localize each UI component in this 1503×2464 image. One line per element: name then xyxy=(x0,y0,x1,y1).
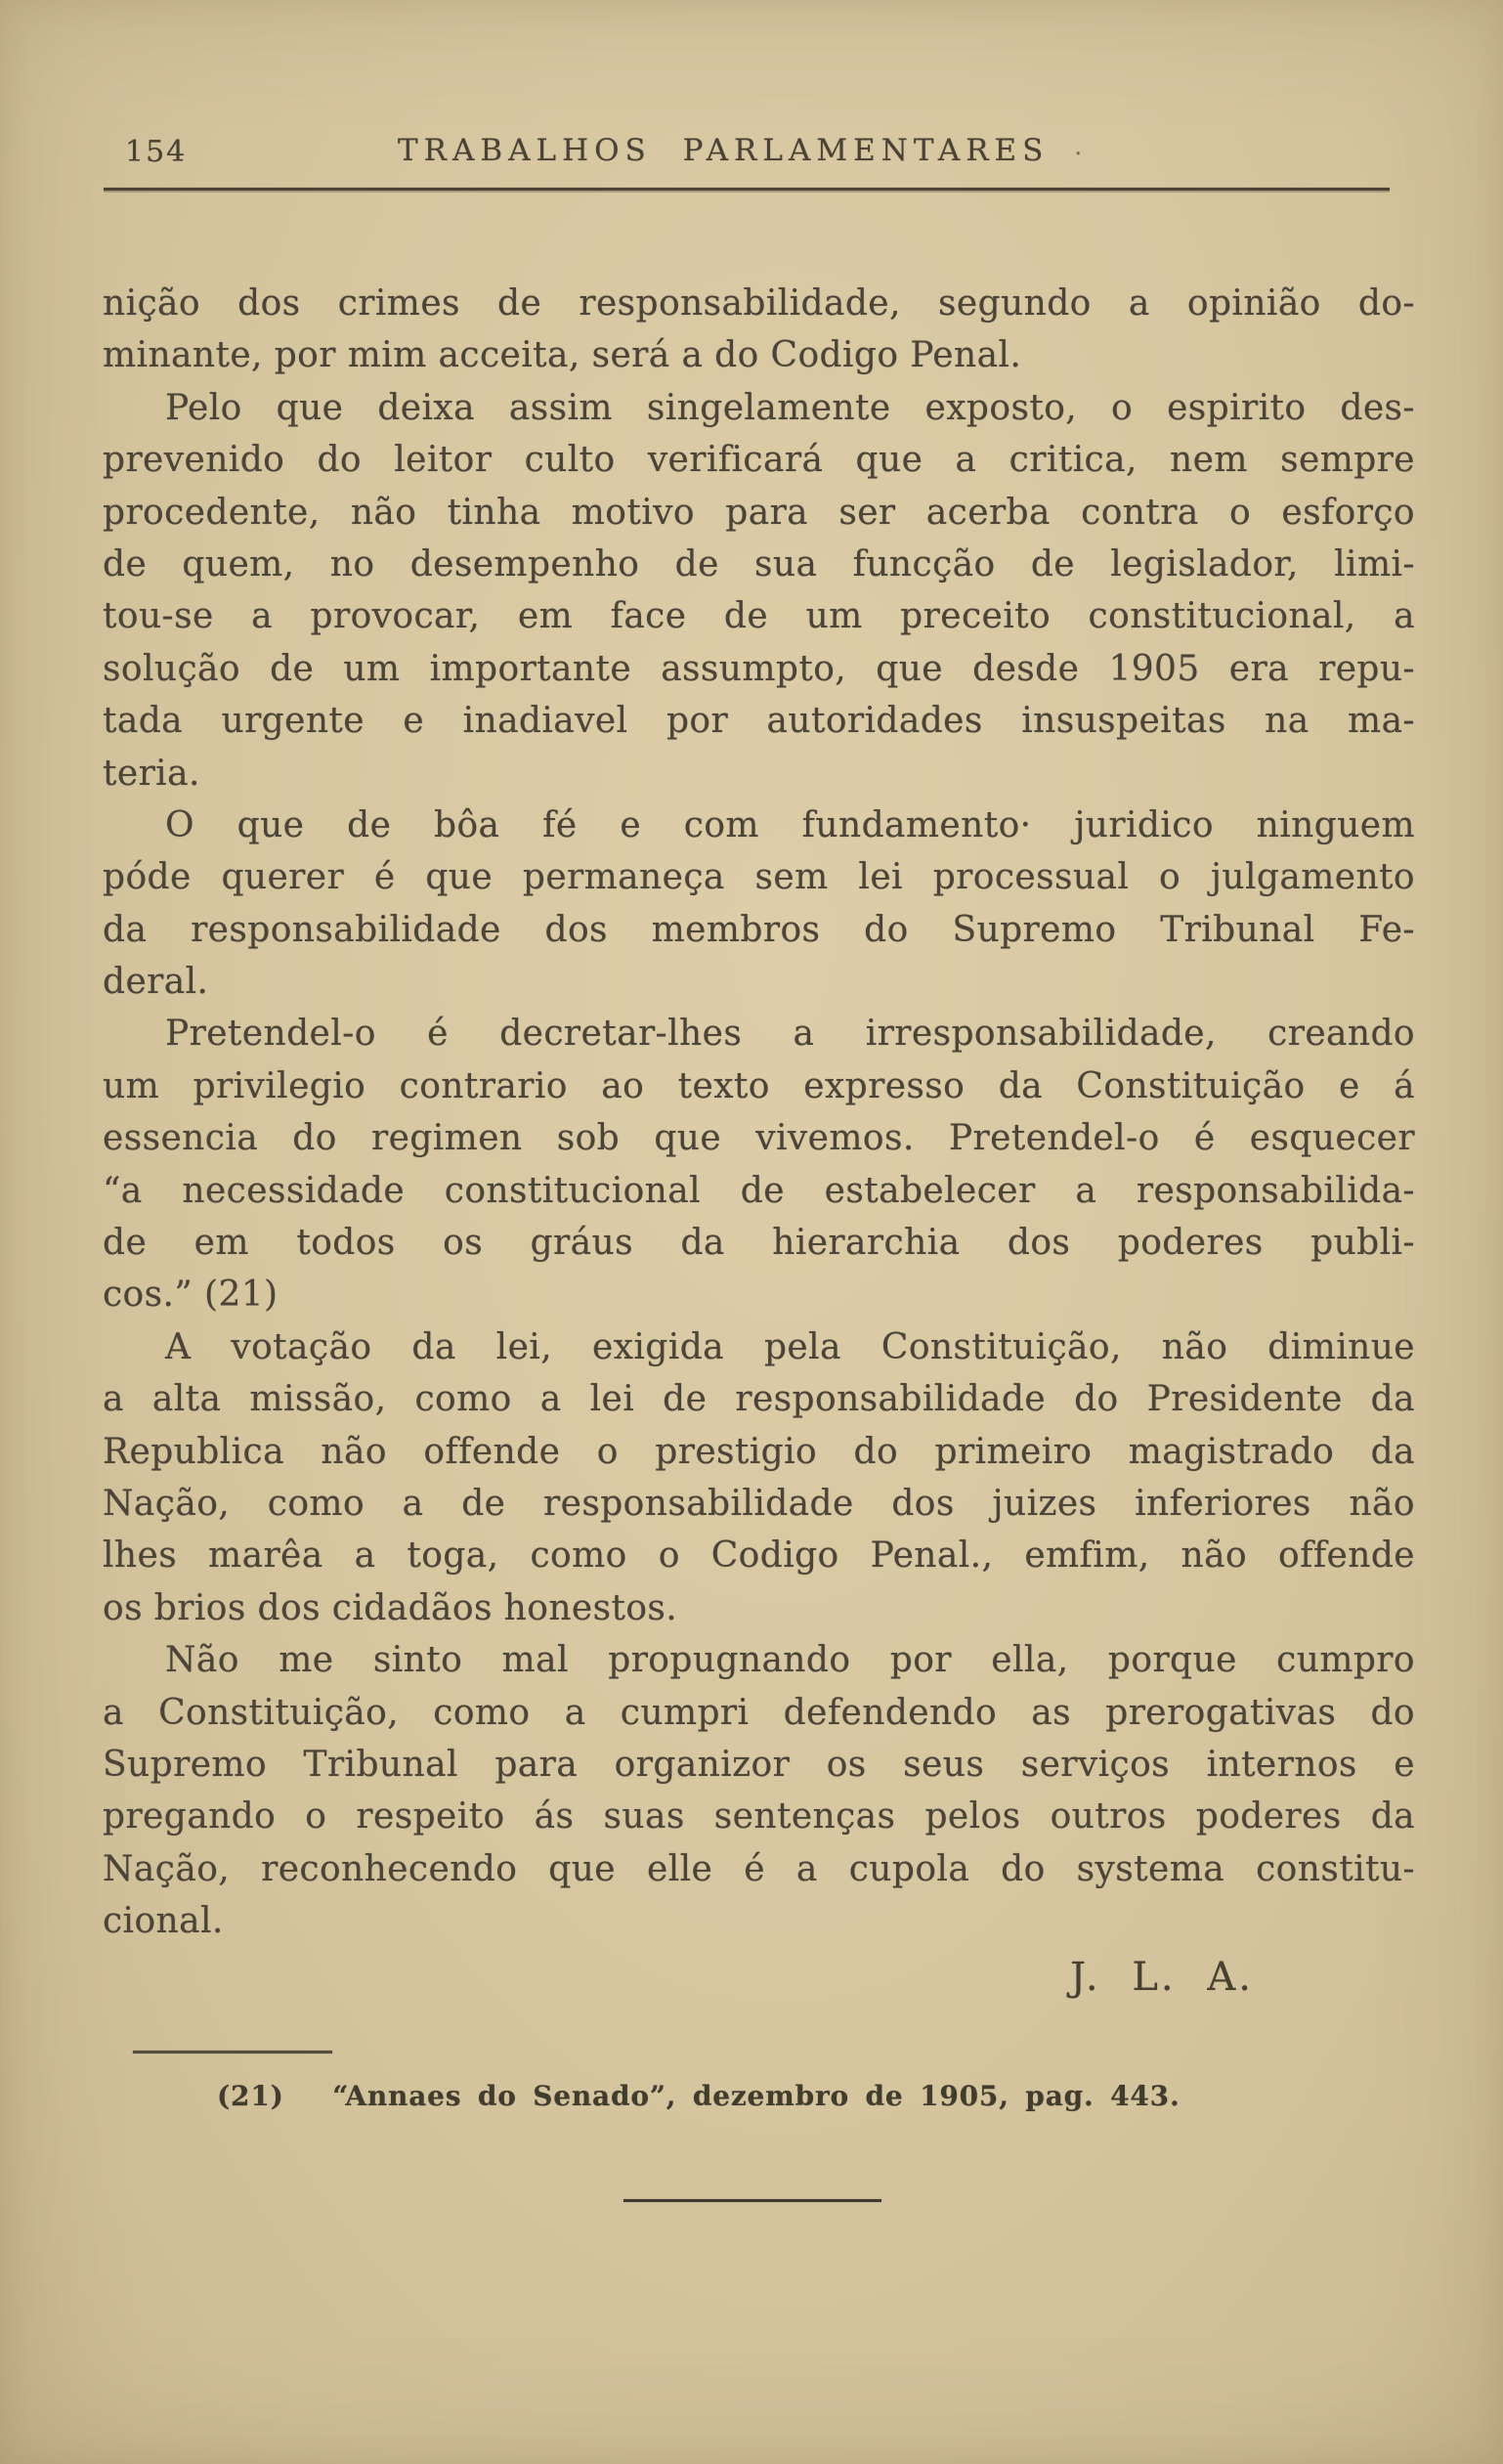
running-title xyxy=(0,133,1491,168)
text-line: de quem, no desempenho de sua funcção de legislador, limi- xyxy=(103,543,1415,584)
text-line: Não me sinto mal propugnando por ella, porque cumpro xyxy=(165,1640,1415,1681)
text-line: a alta missão, como a lei de responsabilidade do Presidente da xyxy=(103,1379,1415,1420)
footnote-rule xyxy=(133,2051,332,2053)
text-line: deral. xyxy=(103,962,209,1003)
text-line: Supremo Tribunal para organizor os seus serviços internos e xyxy=(103,1744,1415,1785)
text-line: Pelo que deixa assim singelamente exposto, o espirito des- xyxy=(165,387,1415,428)
running-title-mark: . xyxy=(1074,133,1083,160)
text-line: teria. xyxy=(103,753,200,794)
text-line: “a necessidade constitucional de estabelecer a responsabilida- xyxy=(103,1170,1415,1211)
text-line: pregando o respeito ás suas sentenças pelos outros poderes da xyxy=(103,1796,1415,1837)
text-line: um privilegio contrario ao texto expresso da Constituição e á xyxy=(103,1065,1415,1106)
text-line: cos.” (21) xyxy=(103,1275,279,1316)
text-line: tada urgente e inadiavel por autoridades insuspeitas na ma- xyxy=(103,701,1415,742)
page-number: 154 xyxy=(125,135,188,169)
text-line: póde querer é que permaneça sem lei processual o julgamento xyxy=(103,857,1415,898)
text-line: solução de um importante assumpto, que desde 1905 era repu- xyxy=(103,648,1415,689)
text-line: de em todos os gráus da hierarchia dos poderes publi- xyxy=(103,1223,1415,1264)
text-line: Republica não offende o prestigio do primeiro magistrado da xyxy=(103,1431,1415,1472)
text-line: minante, por mim acceita, será a do Codigo Penal. xyxy=(103,335,1022,376)
text-line: O que de bôa fé e com fundamento· juridico ninguem xyxy=(165,804,1415,845)
text-line: A votação da lei, exigida pela Constituição, não diminue xyxy=(165,1326,1415,1367)
body-text xyxy=(103,278,1415,1948)
text-line: tou-se a provocar, em face de um preceito constitucional, a xyxy=(103,596,1415,637)
text-line: nição dos crimes de responsabilidade, segundo a opinião do- xyxy=(103,283,1415,324)
section-end-rule xyxy=(623,2199,881,2202)
header-rule xyxy=(104,188,1390,191)
text-line: Pretendel-o é decretar-lhes a irresponsabilidade, creando xyxy=(165,1014,1415,1055)
text-line: prevenido do leitor culto verificará que a critica, nem sempre xyxy=(103,440,1415,481)
text-line: a Constituição, como a cumpri defendendo as prerogativas do xyxy=(103,1692,1415,1733)
text-line: os brios dos cidadãos honestos. xyxy=(103,1587,678,1628)
text-line: Nação, como a de responsabilidade dos juizes inferiores não xyxy=(103,1483,1415,1524)
text-line: lhes marêa a toga, como o Codigo Penal., emfim, não offende xyxy=(103,1535,1415,1577)
signature-initials: J. L. A. xyxy=(1070,1955,1254,2000)
text-line: Nação, reconhecendo que elle é a cupola do systema constitu- xyxy=(103,1848,1415,1889)
text-line: essencia do regimen sob que vivemos. Pretendel-o é esquecer xyxy=(103,1118,1415,1159)
text-line: procedente, não tinha motivo para ser acerba contra o esforço xyxy=(103,492,1415,533)
footnote: (21) “Annaes do Senado”, dezembro de 1905, pag. 443. xyxy=(217,2080,1181,2112)
text-line: da responsabilidade dos membros do Supremo Tribunal Fe- xyxy=(103,909,1415,950)
text-line: cional. xyxy=(103,1901,224,1942)
running-title-text: TRABALHOS PARLAMENTARES xyxy=(397,133,1050,168)
